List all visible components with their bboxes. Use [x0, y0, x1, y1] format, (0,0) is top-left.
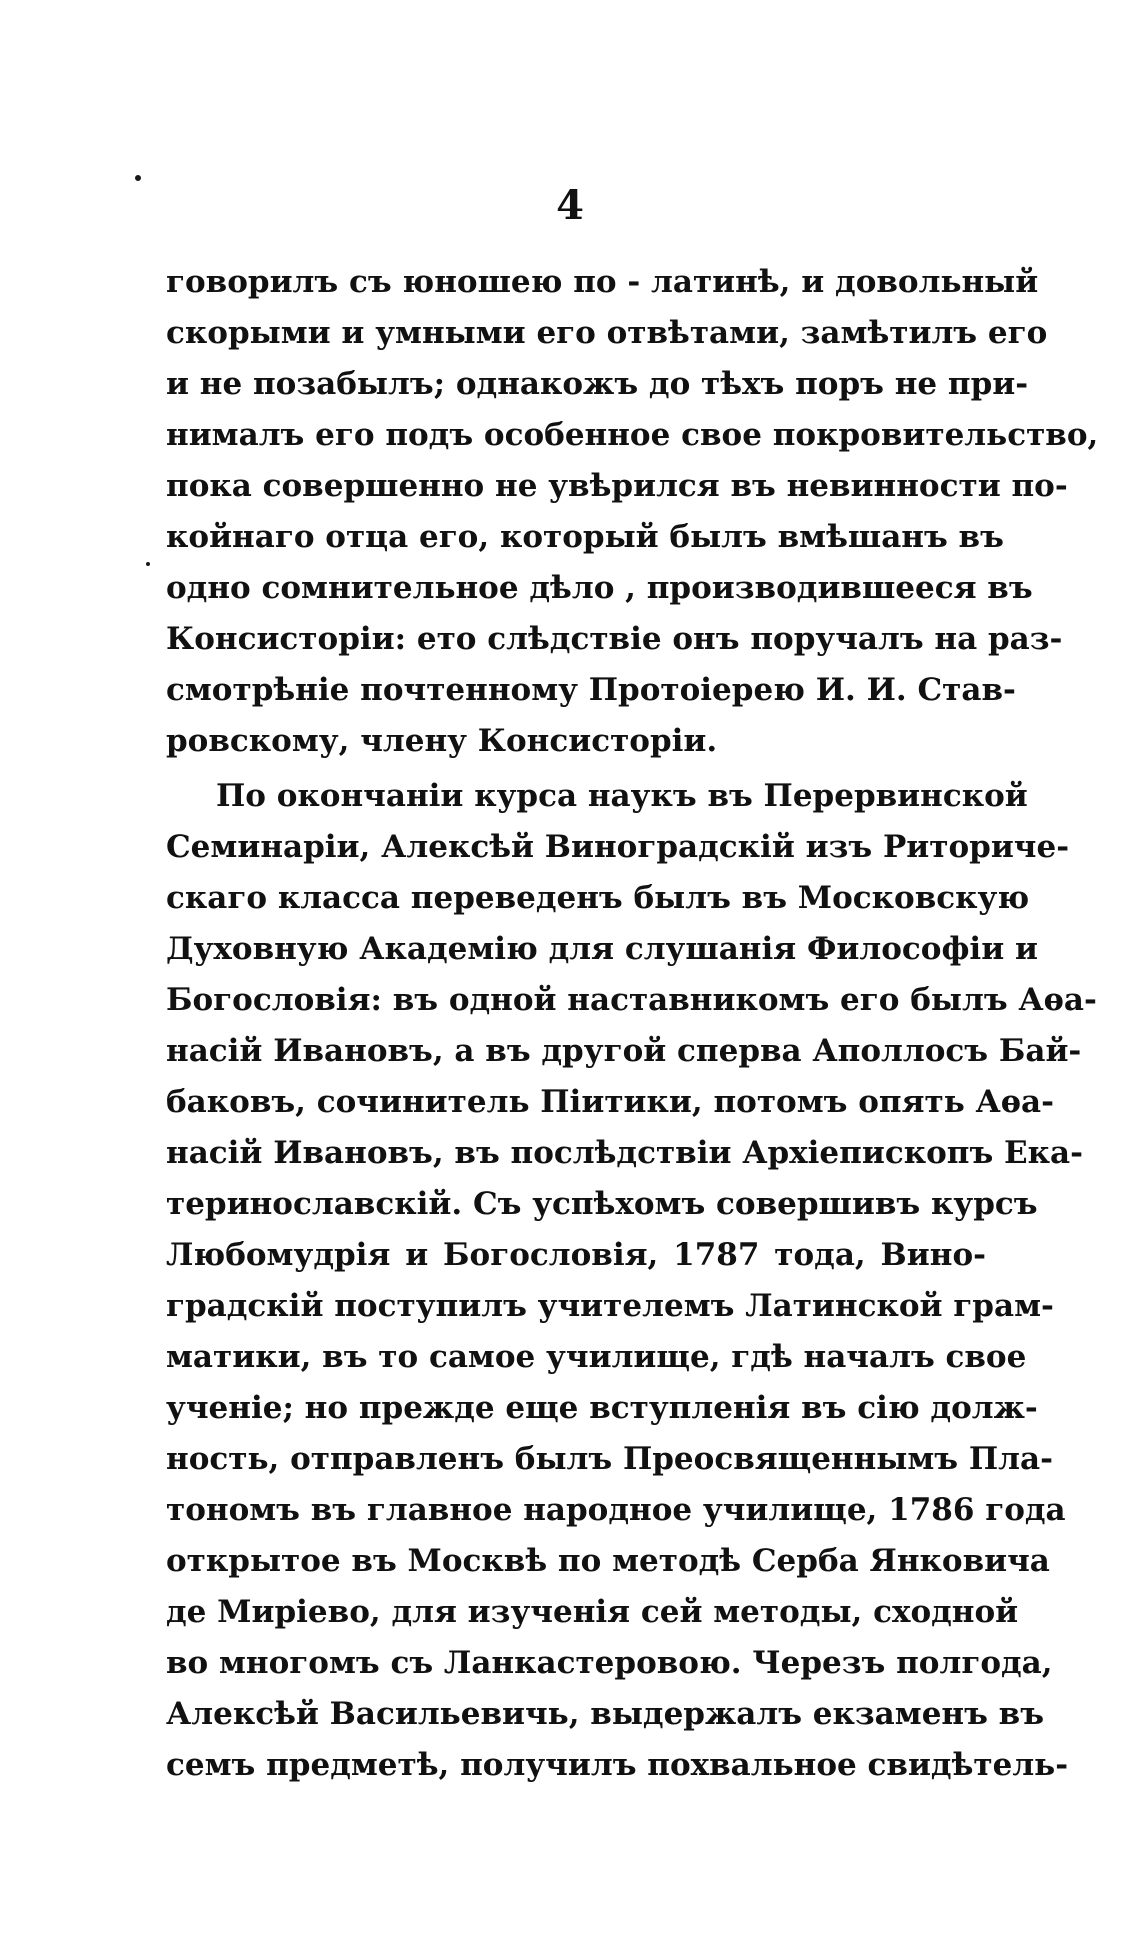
text-line: и не позабылъ; однакожъ до тѣхъ поръ не при-	[166, 366, 1029, 402]
text-line: градскій поступилъ учителемъ Латинской грам-	[166, 1288, 1054, 1324]
page-number: 4	[556, 182, 584, 229]
text-line: во многомъ съ Ланкастеровою. Черезъ полгода,	[166, 1645, 1053, 1681]
text-line: семъ предметѣ, получилъ похвальное свидѣтель-	[166, 1747, 1069, 1783]
text-line: По окончаніи курса наукъ въ Перервинской	[216, 778, 1028, 814]
text-line: смотрѣніе почтенному Протоіерею И. И. Став-	[166, 672, 1016, 708]
text-line: говорилъ съ юношею по - латинѣ, и довольный	[166, 264, 1039, 300]
text-line: де Миріево, для изученія сей методы, сходной	[166, 1594, 1019, 1630]
ink-speck	[135, 175, 141, 181]
body-text	[166, 257, 1099, 1791]
text-line: открытое въ Москвѣ по методѣ Серба Янковича	[166, 1543, 1050, 1579]
text-line: ровскому, члену Консисторіи.	[166, 723, 718, 759]
text-line: Семинаріи, Алексѣй Виноградскій изъ Риториче-	[166, 829, 1070, 865]
text-line: Любомудрія и Богословія, 1787 тода, Вино-	[166, 1237, 986, 1273]
text-line: ность, отправленъ былъ Преосвященнымъ Пла-	[166, 1441, 1053, 1477]
ink-speck	[146, 562, 150, 566]
text-line: одно сомнительное дѣло , производившееся въ	[166, 570, 1033, 606]
text-line: Консисторіи: ето слѣдствіе онъ поручалъ на раз-	[166, 621, 1063, 657]
text-line: скаго класса переведенъ былъ въ Московскую	[166, 880, 1030, 916]
text-line: ученіе; но прежде еще вступленія въ сію долж-	[166, 1390, 1038, 1426]
text-line: насій Ивановъ, а въ другой сперва Аполлосъ Бай-	[166, 1033, 1082, 1069]
text-line: нималъ его подъ особенное свое покровительство,	[166, 417, 1099, 453]
text-line: пока совершенно не увѣрился въ невинности по-	[166, 468, 1068, 504]
text-line: Духовную Академію для слушанія Философіи и	[166, 931, 1038, 967]
text-line: насій Ивановъ, въ послѣдствіи Архіепископъ Ека-	[166, 1135, 1084, 1171]
text-line: теринославскій. Съ успѣхомъ совершивъ курсъ	[166, 1186, 1038, 1222]
text-line: баковъ, сочинитель Пiитики, потомъ опять Аѳа-	[166, 1084, 1054, 1120]
text-line: тономъ въ главное народное училище, 1786 года	[166, 1492, 1066, 1528]
text-line: койнаго отца его, который былъ вмѣшанъ въ	[166, 519, 1004, 555]
text-line: Алексѣй Васильевичь, выдержалъ екзаменъ въ	[166, 1696, 1045, 1732]
text-line: скорыми и умными его отвѣтами, замѣтилъ его	[166, 315, 1048, 351]
text-line: Богословія: въ одной наставникомъ его былъ Аѳа-	[166, 982, 1097, 1018]
text-line: матики, въ то самое училище, гдѣ началъ свое	[166, 1339, 1027, 1375]
